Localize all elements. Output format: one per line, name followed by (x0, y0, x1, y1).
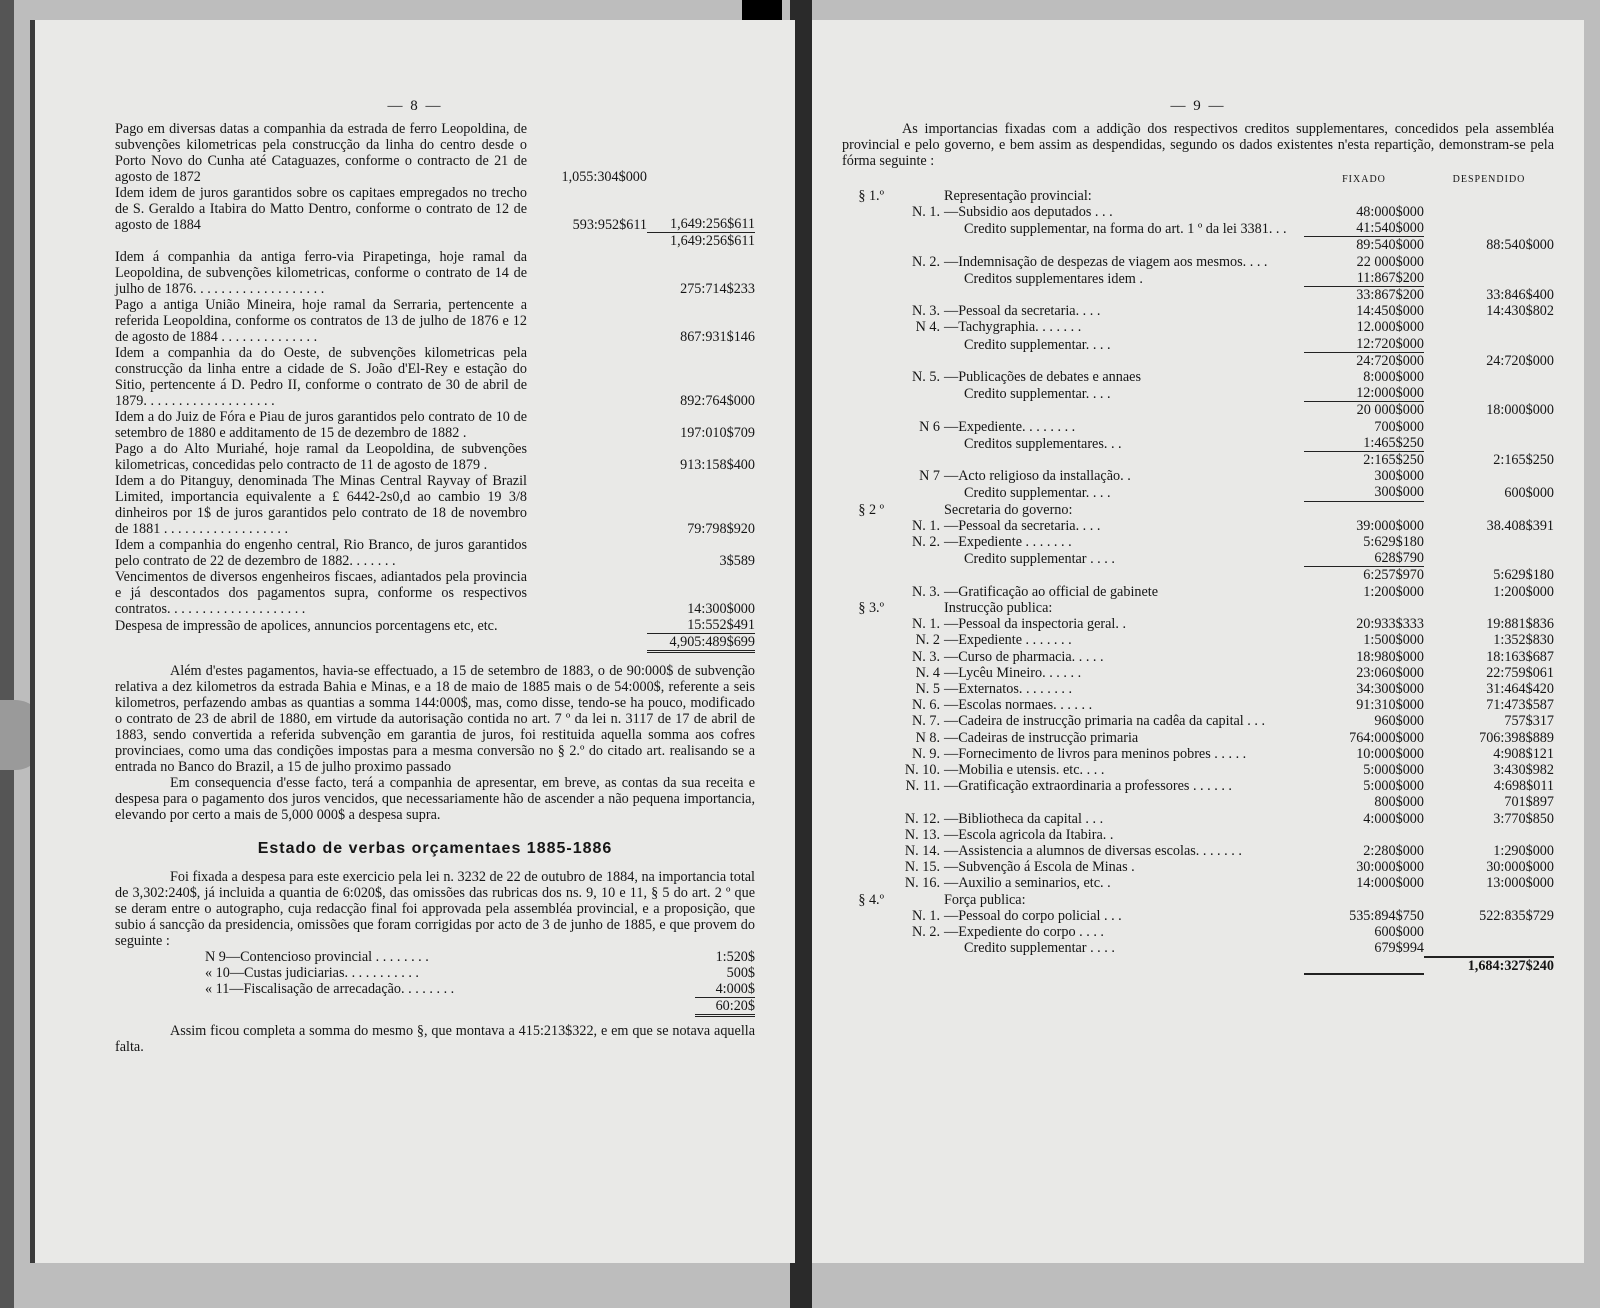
fixado-value: 535:894$750 (1349, 907, 1424, 924)
ledger-row (115, 345, 755, 409)
item-text: —Expediente . . . . . . . (944, 534, 1072, 551)
rubric-row (115, 981, 755, 998)
budget-row (842, 336, 1554, 353)
fixado-value: 18:980$000 (1356, 648, 1424, 665)
ledger-row (115, 249, 755, 297)
item-number: N. 16. (904, 875, 940, 892)
item-number: N. 2. (912, 534, 940, 551)
ledger-row (115, 537, 755, 569)
budget-row (842, 204, 1554, 220)
item-number: N. 2. (912, 253, 940, 270)
ledger-total: 275:714$233 (680, 281, 755, 297)
fixado-value: 8:000$000 (1363, 369, 1424, 386)
budget-row (842, 452, 1554, 468)
fixado-value: 700$000 (1374, 418, 1424, 435)
budget-row (842, 353, 1554, 369)
item-text: —Gratificação extraordinaria a professores . . . . . . (944, 778, 1232, 795)
fixado-value: 20:933$333 (1356, 616, 1424, 633)
right-page (812, 20, 1584, 1263)
ledger-text: Despesa de impressão de apolices, annuncios porcentagens etc, etc. (115, 618, 498, 634)
page-number: — 8 — (387, 98, 443, 114)
rubric-row (115, 949, 755, 965)
ledger-total: 15:552$491 (647, 617, 755, 634)
ledger-text: Vencimentos de diversos engenheiros fiscaes, adiantados pela provincia e já descontados dos pagamentos supra, conforme os respectivos contratos. . . . . . . . . . . . . . . . . . . . (115, 569, 527, 617)
budget-row (842, 237, 1554, 253)
ledger-row (115, 185, 755, 233)
fixado-value: 2:280$000 (1363, 842, 1424, 859)
section-mark: § 2 º (858, 501, 884, 518)
fixado-value: 300$000 (1304, 484, 1424, 501)
item-text: Creditos supplementares idem . (964, 270, 1143, 287)
ledger (115, 121, 755, 653)
ledger-total: 3$589 (719, 553, 755, 569)
item-text: —Pessoal do corpo policial . . . (944, 907, 1122, 924)
ledger-total: 197:010$709 (680, 425, 755, 441)
despendido-value: 757$317 (1504, 713, 1554, 730)
budget-row (842, 908, 1554, 924)
budget-row (842, 746, 1554, 762)
item-text: —Tachygraphia. . . . . . . (944, 319, 1082, 336)
item-text: —Cadeiras de instrucção primaria (944, 729, 1139, 746)
budget-row (842, 827, 1554, 843)
paragraph: Em consequencia d'esse facto, terá a companhia de apresentar, em breve, as contas da sua receita e despesa para o pagamento dos juros vencidos, que necessariamente hão de ascender a não pequena importancia, elevando por certo a mais de 5,000 000$ a despesa supra. (115, 775, 755, 823)
item-number: N. 7. (912, 713, 940, 730)
despendido-value: 18:000$000 (1486, 402, 1554, 419)
fixado-value: 48:000$000 (1356, 204, 1424, 221)
item-number: N. 1. (912, 616, 940, 633)
item-number: N. 3. (912, 648, 940, 665)
item-number: N. 11. (905, 778, 940, 795)
item-text: Representação provincial: (944, 187, 1092, 204)
ledger-row (115, 297, 755, 345)
fixado-value: 20 000$000 (1356, 402, 1424, 419)
item-number: N. 15. (904, 859, 940, 876)
item-text: —Bibliotheca da capital . . . (944, 810, 1104, 827)
rubric-row (115, 965, 755, 981)
fixado-value: 12.000$000 (1356, 319, 1424, 336)
ledger-text: Idem a companhia do engenho central, Rio Branco, de juros garantidos pelo contrato de 22 de dezembro de 1882. . . . . . . (115, 537, 527, 569)
ledger-total: 1,649:256$611 (647, 216, 755, 233)
budget-row (842, 319, 1554, 335)
item-number: N 8. (915, 729, 940, 746)
ledger-row (115, 441, 755, 473)
rubric-row (115, 998, 755, 1017)
left-page-body (35, 121, 795, 1055)
despendido-value: 4:698$011 (1493, 778, 1554, 795)
budget-row (842, 518, 1554, 534)
item-number: N. 12. (904, 810, 940, 827)
budget-row (842, 484, 1554, 501)
ledger-total: 892:764$000 (680, 393, 755, 409)
budget-row (842, 778, 1554, 794)
item-text: —Fornecimento de livros para meninos pobres . . . . . (944, 745, 1247, 762)
despendido-value: 88:540$000 (1486, 237, 1554, 254)
item-number: N. 6. (912, 697, 940, 714)
budget-row (842, 811, 1554, 827)
despendido-value: 701$897 (1504, 794, 1554, 811)
rubric-text: N 9—Contencioso provincial . . . . . . . . (205, 949, 429, 965)
ledger-total: 79:798$920 (687, 521, 755, 537)
despendido-value: 522:835$729 (1479, 907, 1554, 924)
budget-row (842, 303, 1554, 319)
budget-row (842, 843, 1554, 859)
grand-total-row (842, 956, 1554, 974)
despendido-value: 22:759$061 (1486, 664, 1554, 681)
item-number: N 7 (919, 468, 940, 485)
budget-row (842, 697, 1554, 713)
item-number: N. 5. (912, 369, 940, 386)
budget-row (842, 468, 1554, 484)
item-text: —Expediente. . . . . . . . (944, 418, 1076, 435)
fixado-value: 10:000$000 (1356, 745, 1424, 762)
fixado-value: 628$790 (1304, 550, 1424, 567)
item-text: —Pessoal da secretaria. . . . (944, 303, 1101, 320)
item-text: —Externatos. . . . . . . . (944, 680, 1073, 697)
intro-paragraph: As importancias fixadas com a addição dos respectivos creditos supplementares, concedidos pela assembléa provincial e pelo governo, e bem assim as despendidas, segundo os dados existentes n'esta repartição, demonstram-se pela fórma seguinte : (842, 121, 1554, 170)
item-number: N. 2. (912, 923, 940, 940)
item-text: —Publicações de debates e annaes (944, 369, 1141, 386)
fixado-value: 33:867$200 (1356, 287, 1424, 304)
item-number: N. 10. (904, 761, 940, 778)
budget-row (842, 550, 1554, 567)
fixado-value: 89:540$000 (1356, 237, 1424, 254)
despendido-value: 2:165$250 (1493, 452, 1554, 469)
despendido-value: 5:629$180 (1493, 567, 1554, 584)
rubric-text (205, 998, 695, 1017)
fixado-value: 4:000$000 (1363, 810, 1424, 827)
rubric-value: 4:000$ (695, 981, 755, 998)
fixado-value: 800$000 (1374, 794, 1424, 811)
item-text: —Subsidio aos deputados . . . (944, 204, 1113, 221)
grand-total: 1,684:327$240 (1424, 956, 1554, 974)
item-number: N 4. (915, 319, 940, 336)
item-number: N. 1. (912, 907, 940, 924)
item-number: N. 4 (915, 664, 940, 681)
budget-row (842, 567, 1554, 583)
fixado-value: 14:000$000 (1356, 875, 1424, 892)
paragraph: Foi fixada a despesa para este exercicio pela lei n. 3232 de 22 de outubro de 1884, na importancia total de 3,302:240$, já incluida a quantia de 6:020$, das omissões das rubricas dos ns. 9, 10 e 11, § 5 do art. 2 º que se deram entre o autographo, cuja redacção final foi approvada pela assembléa provincial, e a proposição, que subio á sancção da presidencia, omissões que foram corrigidas por acto de 3 de junho de 1885, e que provem do seguinte : (115, 869, 755, 949)
item-text: Credito supplementar. . . . (964, 336, 1111, 353)
ledger-row (115, 473, 755, 537)
fixado-value: 22 000$000 (1356, 253, 1424, 270)
item-text: Instrucção publica: (944, 599, 1053, 616)
item-number: N. 3. (912, 583, 940, 600)
item-text: Credito supplementar. . . . (964, 485, 1111, 502)
budget-row (842, 632, 1554, 648)
item-number: N. 1. (912, 517, 940, 534)
budget-table (842, 188, 1554, 957)
despendido-value: 14:430$802 (1486, 303, 1554, 320)
budget-row (842, 287, 1554, 303)
ledger-text: Pago a do Alto Muriahé, hoje ramal da Leopoldina, de subvenções kilometricas, concedidas pelo contracto de 11 de agosto de 1879 . (115, 441, 527, 473)
ledger-text: Pago em diversas datas a companhia da estrada de ferro Leopoldina, de subvenções kilometricas pela construcção da linha do centro desde o Porto Novo do Cunha até Cataguazes, conforme o contracto de 21 de agosto de 1872 (115, 121, 527, 185)
rubric-text: « 10—Custas judiciarias. . . . . . . . . . . (205, 965, 419, 981)
section-mark: § 3.º (858, 599, 884, 616)
despendido-value: 30:000$000 (1486, 859, 1554, 876)
item-text: —Lycêu Mineiro. . . . . . (944, 664, 1082, 681)
fixado-value: 12:000$000 (1304, 385, 1424, 402)
budget-row (842, 385, 1554, 402)
budget-row (842, 270, 1554, 287)
budget-row (842, 681, 1554, 697)
budget-row (842, 649, 1554, 665)
fixado-value: 91:310$000 (1356, 697, 1424, 714)
fixado-value: 30:000$000 (1356, 859, 1424, 876)
budget-row (842, 254, 1554, 270)
despendido-value: 19:881$836 (1486, 616, 1554, 633)
rubric-value: 1:520$ (715, 949, 755, 965)
budget-row (842, 924, 1554, 940)
fixado-value: 600$000 (1374, 923, 1424, 940)
item-text: Credito supplementar . . . . (964, 940, 1115, 957)
item-number: N. 5 (915, 680, 940, 697)
budget-row (842, 584, 1554, 600)
despendido-value: 1:352$830 (1493, 632, 1554, 649)
ledger-total: 913:158$400 (680, 457, 755, 473)
fixado-value: 960$000 (1374, 713, 1424, 730)
item-text: —Expediente . . . . . . . (944, 632, 1072, 649)
ledger-row (115, 233, 755, 249)
item-text: —Indemnisação de despezas de viagem aos mesmos. . . . (944, 253, 1268, 270)
item-number: N. 1. (912, 204, 940, 221)
fixado-value: 5:000$000 (1363, 761, 1424, 778)
budget-row (842, 713, 1554, 729)
ledger-total: 1,649:256$611 (670, 233, 755, 249)
item-text: —Curso de pharmacia. . . . . (944, 648, 1104, 665)
section-mark: § 1.º (858, 187, 884, 204)
ledger-total: 4,905:489$699 (647, 634, 755, 653)
budget-row (842, 600, 1554, 616)
fixado-value: 14:450$000 (1356, 303, 1424, 320)
fixado-value: 41:540$000 (1304, 220, 1424, 237)
col-fixado: FIXADO (1342, 173, 1386, 185)
fixado-value: 764:000$000 (1349, 729, 1424, 746)
ledger-row (115, 409, 755, 441)
fixado-value: 1:500$000 (1363, 632, 1424, 649)
despendido-value: 31:464$420 (1486, 680, 1554, 697)
ledger-total: 867:931$146 (680, 329, 755, 345)
fixado-value: 1:200$000 (1363, 583, 1424, 600)
fixado-value: 6:257$970 (1363, 567, 1424, 584)
column-headers (842, 172, 1554, 188)
item-text: —Escolas normaes. . . . . . (944, 697, 1093, 714)
fixado-value: 5:629$180 (1363, 534, 1424, 551)
ledger-text: Idem a do Juiz de Fóra e Piau de juros garantidos pelo contrato de 10 de setembro de 1880 e additamento de 15 de dezembro de 1882 . (115, 409, 527, 441)
ledger-row (115, 617, 755, 634)
item-text: —Mobilia e utensis. etc. . . . (944, 761, 1105, 778)
despendido-value: 33:846$400 (1486, 287, 1554, 304)
item-text: —Cadeira de instrucção primaria na cadêa da capital . . . (944, 713, 1266, 730)
budget-row (842, 419, 1554, 435)
item-text: Credito supplementar. . . . (964, 386, 1111, 403)
left-page (30, 20, 795, 1263)
scanner-edge (0, 0, 14, 1308)
fixado-value: 1:465$250 (1304, 435, 1424, 452)
ledger-row (115, 569, 755, 617)
item-text: Credito supplementar . . . . (964, 551, 1115, 568)
budget-row (842, 940, 1554, 956)
ledger-row (115, 634, 755, 653)
fixado-value: 39:000$000 (1356, 517, 1424, 534)
paragraph: Além d'estes pagamentos, havia-se effectuado, a 15 de setembro de 1883, o de 90:000$ de subvenção relativa a dez kilometros da estrada Bahia e Minas, e a 18 de maio de 1885 mais o de 54:000$, referente a seis kilometros, perfazendo ambas as quantias a somma 144:000$, mas, como disse, tendo-se ha pouco, modificado o contrato de 23 de abril de 1880, em virtude da autorisação contida no art. 7 º da lei n. 3117 de 17 de abril de 1883, sendo convertida a referida subvenção em garantia de juros, foi restituida aquella somma aos cofres provinciaes, como uma das condições impostas para a mesma conversão no § 2.º do citado art. realisando se a entrada no Banco do Brazil, a 15 de julho proximo passado (115, 663, 755, 775)
ledger-text: Idem a do Pitanguy, denominada The Minas Central Rayvay of Brazil Limited, importancia equivalente a £ 6442-2s0,d ao cambio 19 3/8 dinheiros por 1$ de juros garantidos pelo contrato de 18 de novembro de 1881 . . . . . . . . . . . . . . . . . . (115, 473, 527, 537)
fixado-value: 5:000$000 (1363, 778, 1424, 795)
ledger-total: 14:300$000 (687, 601, 755, 617)
item-text: —Expediente do corpo . . . . (944, 923, 1104, 940)
col-despendido: DESPENDIDO (1452, 173, 1526, 185)
despendido-value: 706:398$889 (1479, 729, 1554, 746)
item-text: —Subvenção á Escola de Minas . (944, 859, 1135, 876)
item-number: N. 14. (904, 842, 940, 859)
budget-row (842, 730, 1554, 746)
despendido-value: 71:473$587 (1486, 697, 1554, 714)
ledger-value: 593:952$611 (572, 217, 647, 233)
fixado-value: 11:867$200 (1304, 270, 1424, 287)
item-text: —Escola agricola da Itabira. . (944, 826, 1114, 843)
ledger-row (115, 121, 755, 185)
item-number: N 6 (919, 418, 940, 435)
despendido-value: 1:290$000 (1493, 842, 1554, 859)
fixado-value: 300$000 (1374, 468, 1424, 485)
item-text: —Acto religioso da installação. . (944, 468, 1131, 485)
budget-row (842, 534, 1554, 550)
fixado-value: 12:720$000 (1304, 336, 1424, 353)
rubric-list (115, 949, 755, 1017)
section-mark: § 4.º (858, 891, 884, 908)
despendido-value: 24:720$000 (1486, 352, 1554, 369)
rubric-value: 60:20$ (695, 998, 755, 1017)
item-text: Força publica: (944, 891, 1026, 908)
ledger-value: 1,055:304$000 (561, 169, 647, 185)
right-page-body (812, 121, 1584, 975)
fixado-value: 23:060$000 (1356, 664, 1424, 681)
ledger-text: Pago a antiga União Mineira, hoje ramal da Serraria, pertencente a referida Leopoldina, conforme os contratos de 13 de julho de 1876 e 12 de agosto de 1884 . . . . . . . . . . . . . . (115, 297, 527, 345)
item-text: —Assistencia a alumnos de diversas escolas. . . . . . . (944, 842, 1242, 859)
item-text: Creditos supplementares. . . (964, 435, 1122, 452)
rubric-value: 500$ (726, 965, 755, 981)
despendido-value: 600$000 (1504, 485, 1554, 502)
item-text: Secretaria do governo: (944, 501, 1073, 518)
budget-row (842, 402, 1554, 418)
ledger-text: Idem a companhia da do Oeste, de subvenções kilometricas pela construcção da linha entre a cidade de S. João d'El-Rey e estação do Sitio, pertencente á D. Pedro II, conforme o contrato de 30 de abril de 1879. . . . . . . . . . . . . . . . . . . (115, 345, 527, 409)
item-number: N. 9. (912, 745, 940, 762)
budget-row (842, 859, 1554, 875)
item-text: Credito supplementar, na forma do art. 1 º da lei 3381. . . (964, 221, 1287, 238)
item-number: N. 2 (915, 632, 940, 649)
item-number: N. 3. (912, 303, 940, 320)
item-text: —Pessoal da secretaria. . . . (944, 517, 1101, 534)
budget-row (842, 794, 1554, 810)
item-text: —Gratificação ao official de gabinete (944, 583, 1159, 600)
budget-row (842, 220, 1554, 237)
despendido-value: 18:163$687 (1486, 648, 1554, 665)
budget-row (842, 875, 1554, 891)
budget-row (842, 188, 1554, 204)
item-text: —Pessoal da inspectoria geral. . (944, 616, 1127, 633)
item-number: N. 13. (904, 826, 940, 843)
section-heading: Estado de verbas orçamentaes 1885-1886 (257, 840, 613, 857)
despendido-value: 4:908$121 (1493, 745, 1554, 762)
despendido-value: 38.408$391 (1486, 517, 1554, 534)
despendido-value: 3:430$982 (1493, 761, 1554, 778)
budget-row (842, 616, 1554, 632)
despendido-value: 1:200$000 (1493, 583, 1554, 600)
despendido-value: 3:770$850 (1493, 810, 1554, 827)
budget-row (842, 369, 1554, 385)
budget-row (842, 762, 1554, 778)
fixado-value: 2:165$250 (1363, 452, 1424, 469)
rubric-text: « 11—Fiscalisação de arrecadação. . . . . . . . (205, 981, 455, 997)
ledger-text: Idem idem de juros garantidos sobre os capitaes empregados no trecho de S. Geraldo a Itabira do Matto Dentro, conforme o contrato de 12 de agosto de 1884 (115, 185, 527, 233)
paragraph: Assim ficou completa a somma do mesmo §, que montava a 415:213$322, e em que se notava aquella falta. (115, 1023, 755, 1055)
fixado-value: 679$994 (1374, 940, 1424, 957)
fixado-value: 34:300$000 (1356, 680, 1424, 697)
despendido-value: 13:000$000 (1486, 875, 1554, 892)
budget-row (842, 892, 1554, 908)
budget-row (842, 665, 1554, 681)
item-text: —Auxilio a seminarios, etc. . (944, 875, 1111, 892)
ledger-text: Idem á companhia da antiga ferro-via Pirapetinga, hoje ramal da Leopoldina, de subvenções kilometricas, conforme o contrato de 14 de julho de 1876. . . . . . . . . . . . . . . . . . . (115, 249, 527, 297)
budget-row (842, 435, 1554, 452)
budget-row (842, 502, 1554, 518)
page-number: — 9 — (1170, 98, 1226, 114)
fixado-value: 24:720$000 (1356, 352, 1424, 369)
